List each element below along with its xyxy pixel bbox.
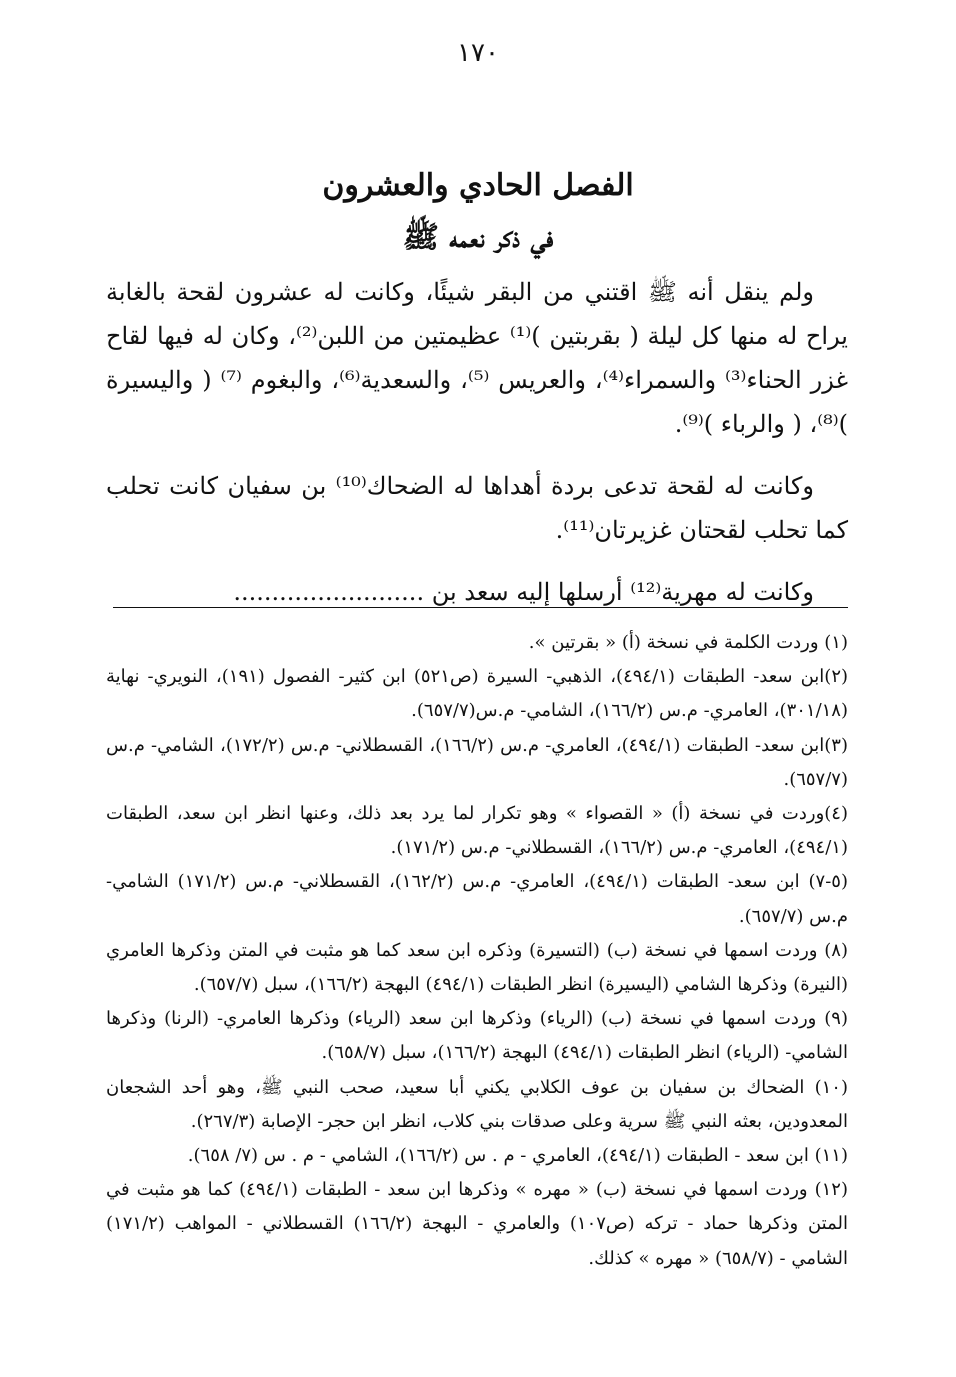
chapter-title	[0, 160, 956, 264]
footnotes	[106, 626, 848, 1276]
paragraph-1: ولم ينقل أنه ﷺ اقتني من البقر شيئًا، وكانت له عشرون لقحة بالغابة يراح له منها كل ليلة ( بقربتين )⁽¹⁾ عظيمتين من اللبن⁽²⁾، وكان له فيها لقاح غزر الحناء⁽³⁾ والسمراء⁽⁴⁾، والعريس ⁽⁵⁾، والسعدية⁽⁶⁾، والبغوم ⁽⁷⁾ ( واليسيرة )⁽⁸⁾، ( والرباء )⁽⁹⁾.	[106, 278, 849, 438]
page-number: ١٧٠	[457, 38, 499, 68]
footnote-5-7: (٥-٧) ابن سعد- الطبقات (٤٩٤/١)، العامري- م.س (١٦٢/٢)، القسطلاني- م.س (١٧١/٢) الشامي- م.س (٦٥٧/٧).	[106, 871, 848, 927]
footnote-divider	[113, 607, 848, 608]
footnote-9: (٩) وردت اسمها في نسخة (ب) (الرياء) وذكرها ابن سعد (الرياء) وذكرها العامري- (الرنا) وذكرها الشامي- (الرياء) انظر الطبقات (٤٩٤/١) البهجة (١٦٦/٢)، سبل (٦٥٨/٧).	[106, 1008, 848, 1064]
chapter-title-line-1: الفصل الحادي والعشرون	[322, 168, 634, 203]
paragraph-3: وكانت له مهرية⁽¹²⁾ أرسلها إليه سعد بن .........................	[233, 578, 814, 606]
main-text	[106, 270, 848, 614]
footnote-10: (١٠) الضحاك بن سفيان بن عوف الكلابي يكني أبا سعيد، صحب النبي ﷺ، وهو أحد الشجعان المعدودين، بعثه النبي ﷺ سرية وعلى صدقات بني كلاب، انظر ابن حجر- الإصابة (٢٦٧/٣).	[106, 1076, 848, 1132]
footnote-3: (٣)ابن سعد- الطبقات (٤٩٤/١)، العامري- م.س (١٦٦/٢)، القسطلاني- م.س (١٧٢/٢)، الشامي- م.س (٦٥٧/٧).	[106, 734, 848, 790]
chapter-title-line-2: في ذكر نعمه ﷺ	[402, 220, 554, 255]
footnote-11: (١١) ابن سعد - الطبقات (٤٩٤/١)، العامري - م . س (١٦٦/٢)، الشامي - م . س (٧/ ٦٥٨).	[187, 1145, 848, 1167]
paragraph-2: وكانت له لقحة تدعى بردة أهداها له الضحاك⁽¹⁰⁾ بن سفيان كانت تحلب كما تحلب لقحتان غزيرتان⁽¹¹⁾.	[106, 472, 848, 544]
footnote-1: (١) وردت الكلمة في نسخة (أ) « بقرتين ».	[528, 632, 848, 653]
footnote-2: (٢)ابن سعد- الطبقات (٤٩٤/١)، الذهبي- السيرة (ص٥٢١) ابن كثير- الفصول (١٩١)، النويري- نهاية (٣٠١/١٨)، العامري- م.س (١٦٦/٢)، الشامي- م.س(٦٥٧/٧).	[106, 666, 849, 722]
footnote-12: (١٢) وردت اسمها في نسخة (ب) « مهره » وذكرها ابن سعد - الطبقات (٤٩٤/١) كما هو مثبت في المتن وذكرها حماد - تركه (ص١٠٧) والعامري - البهجة (١٦٦/٢) القسطلاني - المواهب (١٧١/٢) الشامي - (٦٥٨/٧) « مهره » كذلك.	[106, 1179, 848, 1269]
footnote-4: (٤)وردت في نسخة (أ) « القصواء » وهو تكرار لما يرد بعد ذلك، وعنها انظر ابن سعد، الطبقات (٤٩٤/١)، العامري- م.س (١٦٦/٢)، القسطلاني- م.س (١٧١/٢).	[106, 803, 848, 859]
footnote-8: (٨) وردت اسمها في نسخة (ب) (التسيرة) وذكره ابن سعد كما هو مثبت في المتن وذكرها العامري (النيرة) وذكرها الشامي (اليسيرة) انظر الطبقات (٤٩٤/١) البهجة (١٦٦/٢)، سبل (٦٥٧/٧).	[106, 939, 848, 996]
